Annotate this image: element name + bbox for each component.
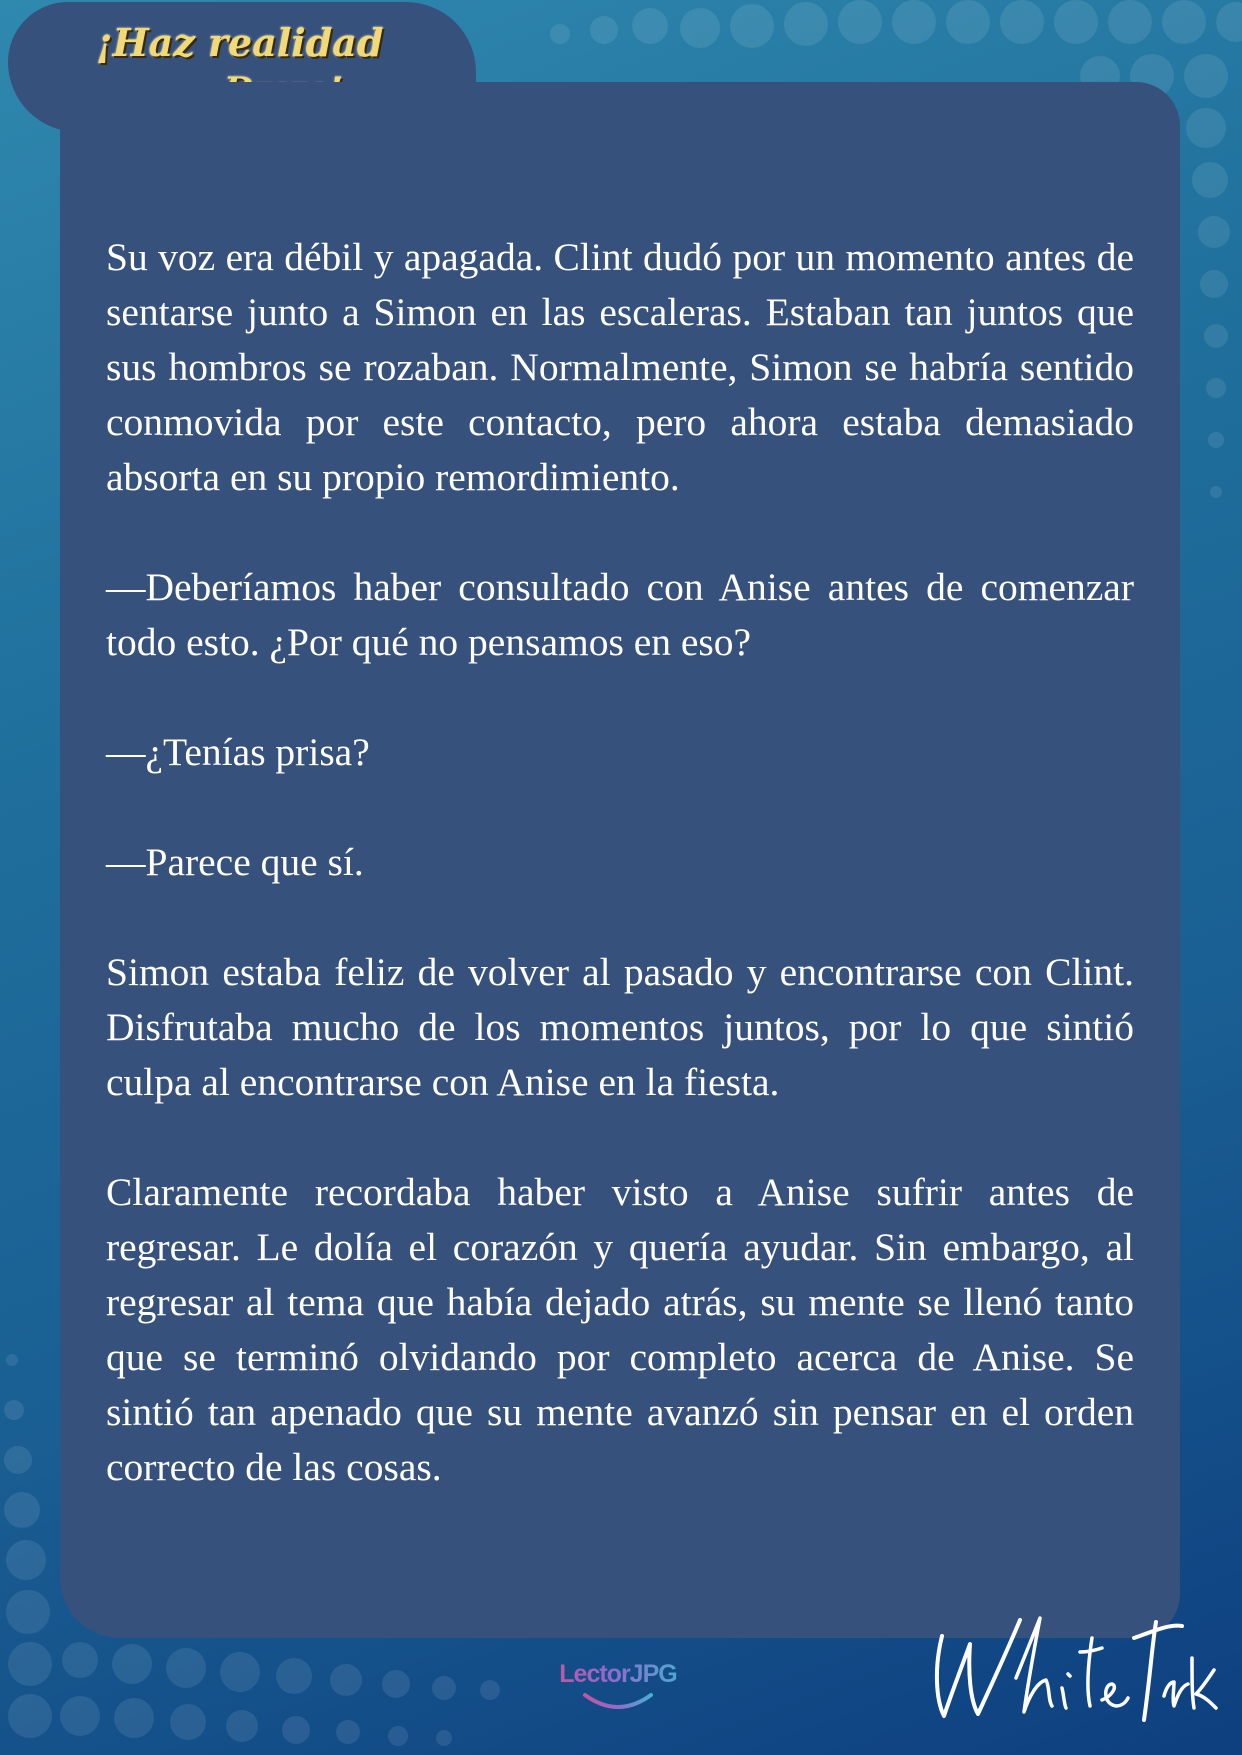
paragraph: Claramente recordaba haber visto a Anise sufrir antes de regresar. Le dolía el corazón y quería ayudar. Sin embargo, al regresar al tema que había dejado atrás, su mente se llenó tanto que se terminó olvidando por completo acerca de Anise. Se sintió tan apenado que su mente avanzó sin pensar en el orden correcto de las cosas. [106, 1170, 1134, 1489]
watermark-text: LectorJPG [548, 1660, 688, 1689]
smile-icon [563, 1689, 673, 1715]
paragraph: —Deberíamos haber consultado con Anise antes de comenzar todo esto. ¿Por qué no pensamos en eso? [106, 565, 1134, 664]
lectorjpg-watermark [548, 1660, 688, 1720]
white-ink-signature [920, 1608, 1220, 1728]
paragraph: —Parece que sí. [106, 840, 364, 884]
paragraph: Simon estaba feliz de volver al pasado y encontrarse con Clint. Disfrutaba mucho de los momentos juntos, por lo que sintió culpa al encontrarse con Anise en la fiesta. [106, 950, 1134, 1104]
paragraph: Su voz era débil y apagada. Clint dudó por un momento antes de sentarse junto a Simon en las escaleras. Estaban tan juntos que sus hombros se rozaban. Normalmente, Simon se habría sentido conmovida por este contacto, pero ahora estaba demasiado absorta en su propio remordimiento. [106, 235, 1134, 499]
story-text [106, 230, 1134, 1550]
paragraph: —¿Tenías prisa? [106, 730, 370, 774]
logo-line-1: ¡Haz realidad [96, 20, 384, 65]
